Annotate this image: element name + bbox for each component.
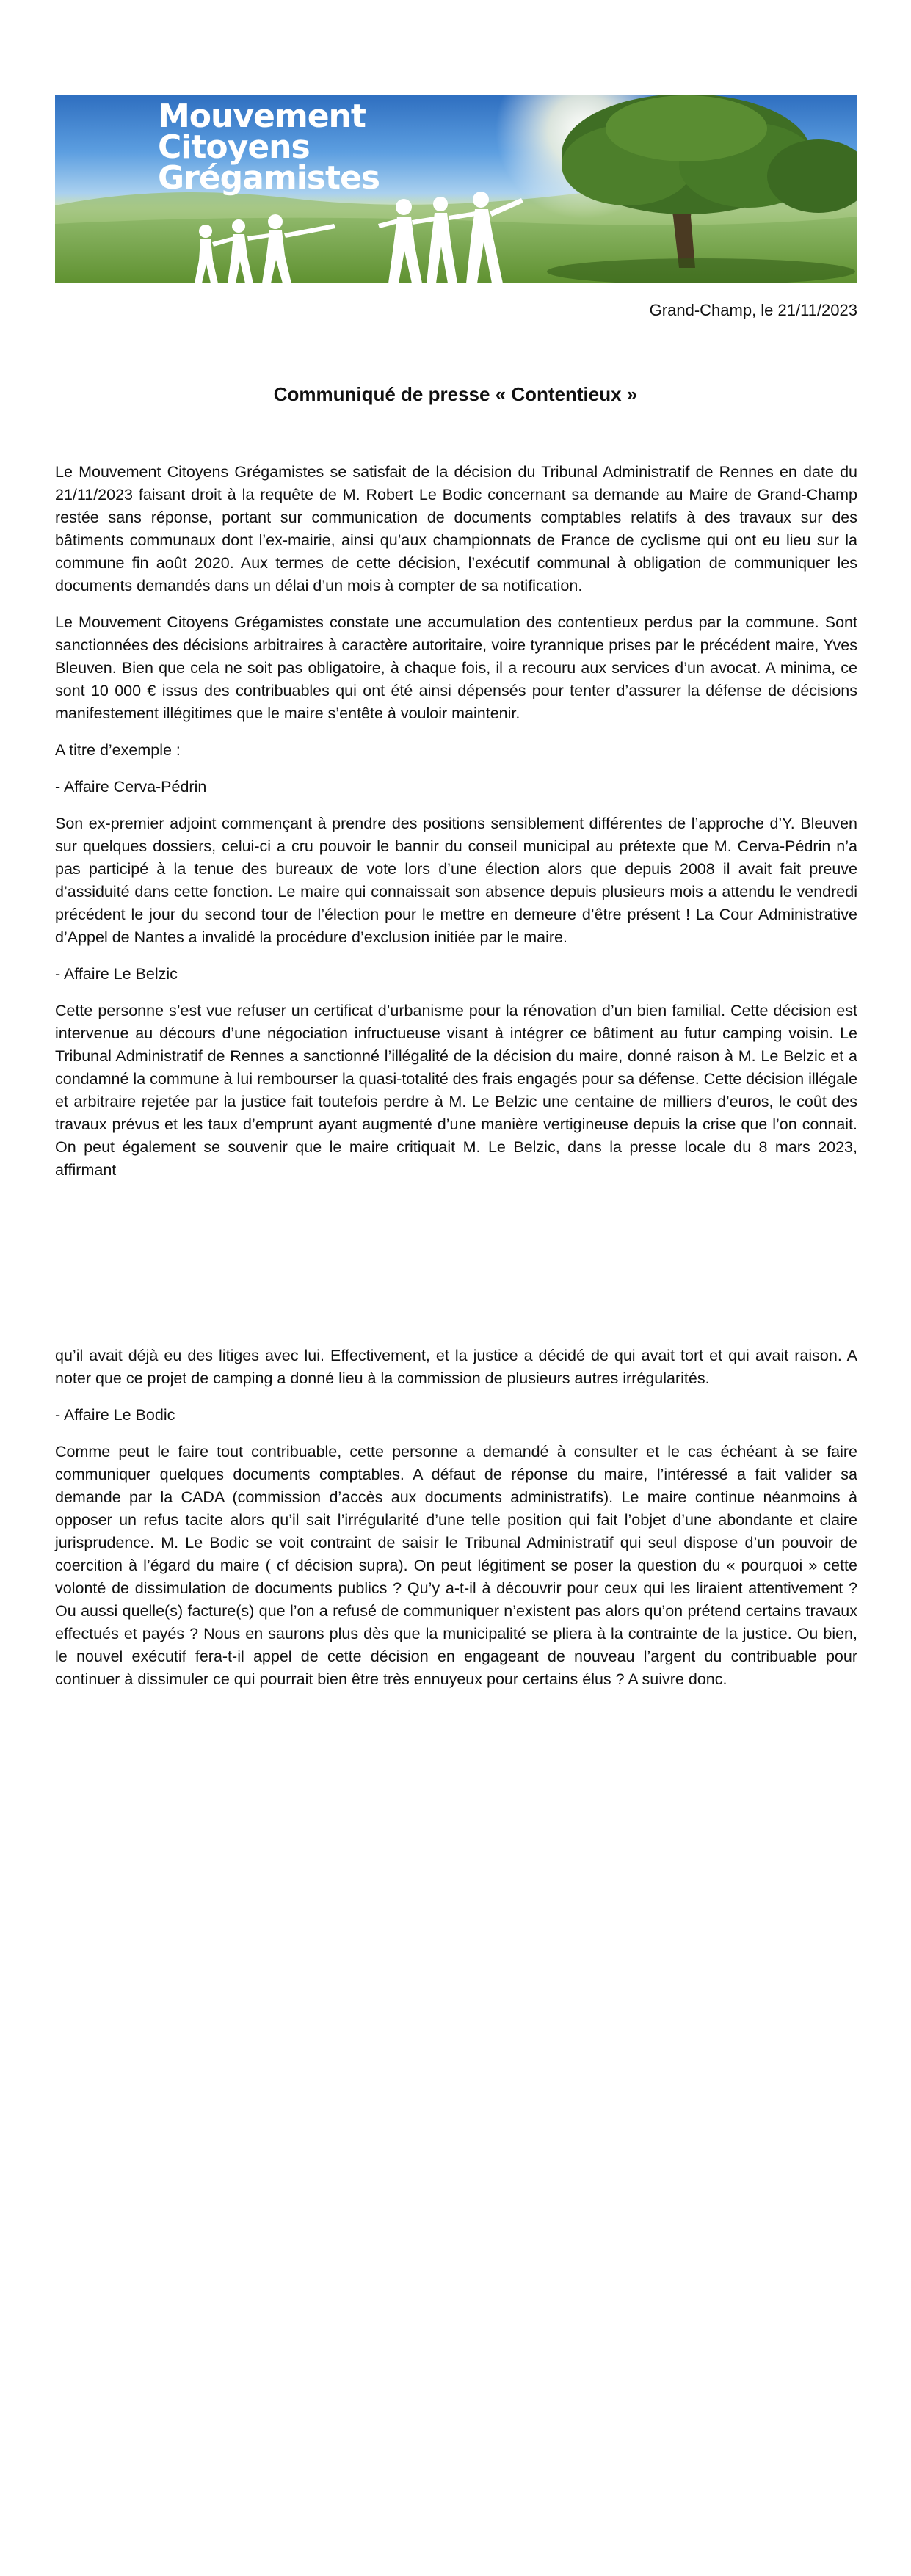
paragraph: A titre d’exemple :	[55, 741, 181, 759]
paragraph: Cette personne s’est vue refuser un certificat d’urbanisme pour la rénovation d’un bien familial. Cette décision est intervenue au décours d’une négociation infructueuse visant à intégrer ce bâtiment au futur camping voisin. Le Tribunal Administratif de Rennes a sanctionné l’illégalité de la décision du maire, donné raison à M. Le Belzic et a condamné la commune à lui rembourser la quasi-totalité des frais engagés pour sa défense. Cette décision illégale et arbitraire rejetée par la justice fait toutefois perdre à M. Le Belzic une centaine de milliers d’euros, le coût des travaux prévus et les taux d’emprunt ayant augmenté d’une manière vertigineuse depuis la crise que l’on connait. On peut également se souvenir que le maire critiquait M. Le Belzic, dans la presse locale du 8 mars 2023, affirmant	[55, 1002, 857, 1179]
paragraph: Le Mouvement Citoyens Grégamistes constate une accumulation des contentieux perdus par la commune. Sont sanctionnées des décisions arbitraires à caractère autoritaire, voire tyrannique prises par le précédent maire, Yves Bleuven. Bien que cela ne soit pas obligatoire, à chaque fois, il a recouru aux services d’un avocat. A minima, ce sont 10 000 € issus des contribuables qui ont été ainsi dépensés pour tenter d’assurer la défense de décisions manifestement illégitimes que le maire s’entête à vouloir maintenir.	[55, 614, 857, 722]
paragraph: qu’il avait déjà eu des litiges avec lui. Effectivement, et la justice a décidé de qui avait tort et qui avait raison. A noter que ce projet de camping a donné lieu à la commission de plusieurs autres irrégularités.	[55, 1347, 857, 1387]
paragraph: Le Mouvement Citoyens Grégamistes se satisfait de la décision du Tribunal Administratif de Rennes en date du 21/11/2023 faisant droit à la requête de M. Robert Le Bodic concernant sa demande au Maire de Grand-Champ restée sans réponse, portant sur communication de documents comptables relatifs à des travaux sur des bâtiments communaux dont l’ex-mairie, ainsi qu’aux championnats de France de cyclisme qui ont eu lieu sur la commune fin août 2020. Aux termes de cette décision, l’exécutif communal à obligation de communiquer les documents demandés dans un délai d’un mois à compter de sa notification.	[55, 463, 857, 594]
header-banner	[55, 95, 857, 283]
section-heading: - Affaire Le Belzic	[55, 965, 178, 983]
banner-title-line: Citoyens	[158, 128, 310, 166]
banner-title	[158, 98, 380, 197]
paragraph: Comme peut le faire tout contribuable, cette personne a demandé à consulter et le cas échéant à se faire communiquer quelques documents comptables. A défaut de réponse du maire, l’intéressé a fait valider sa demande par la CADA (commission d’accès aux documents administratifs). Le maire continue néanmoins à opposer un refus tacite alors qu’il sait l’irrégularité d’une telle position qui fait l’objet d’une abondante et claire jurisprudence. M. Le Bodic se voit contraint de saisir le Tribunal Administratif qui seul dispose d’un pouvoir de coercition à l’égard du maire ( cf décision supra). On peut légitiment se poser la question du « pourquoi » cette volonté de dissimulation de documents publics ? Qu’y a-t-il à découvrir pour ceux qui les liraient attentivement ? Ou aussi quelle(s) facture(s) que l’on a refusé de communiquer n’existent pas alors qu’on prétend certains travaux effectués et payés ? Nous en saurons plus dès que la municipalité se pliera à la contrainte de la justice. Ou bien, le nouvel exécutif fera-t-il appel de cette décision en engageant de nouveau l’argent du contribuable pour continuer à dissimuler ce qui pourrait bien être très ennuyeux pour certains élus ? A suivre donc.	[55, 1443, 857, 1688]
banner-title-line: Grégamistes	[158, 159, 380, 197]
paragraph: Son ex-premier adjoint commençant à prendre des positions sensiblement différentes de l’approche d’Y. Bleuven sur quelques dossiers, celui-ci a cru pouvoir le bannir du conseil municipal au prétexte que M. Cerva-Pédrin n’a pas participé à la tenue des bureaux de vote lors d’une élection alors que depuis 2008 il avait fait preuve d’assiduité dans cette fonction. Le maire qui connaissait son absence depuis plusieurs mois a attendu le vendredi précédent le jour du second tour de l’élection pour le mettre en demeure d’être présent ! La Cour Administrative d’Appel de Nantes a invalidé la procédure d’exclusion initiée par le maire.	[55, 815, 857, 946]
dateline: Grand-Champ, le 21/11/2023	[649, 301, 857, 319]
section-heading: - Affaire Le Bodic	[55, 1406, 175, 1424]
banner-title-line: Mouvement	[158, 98, 366, 135]
section-heading: - Affaire Cerva-Pédrin	[55, 778, 207, 796]
body-text-page-1	[55, 461, 857, 1196]
document-title: Communiqué de presse « Contentieux »	[273, 383, 638, 405]
body-text-page-2	[55, 1345, 857, 1705]
